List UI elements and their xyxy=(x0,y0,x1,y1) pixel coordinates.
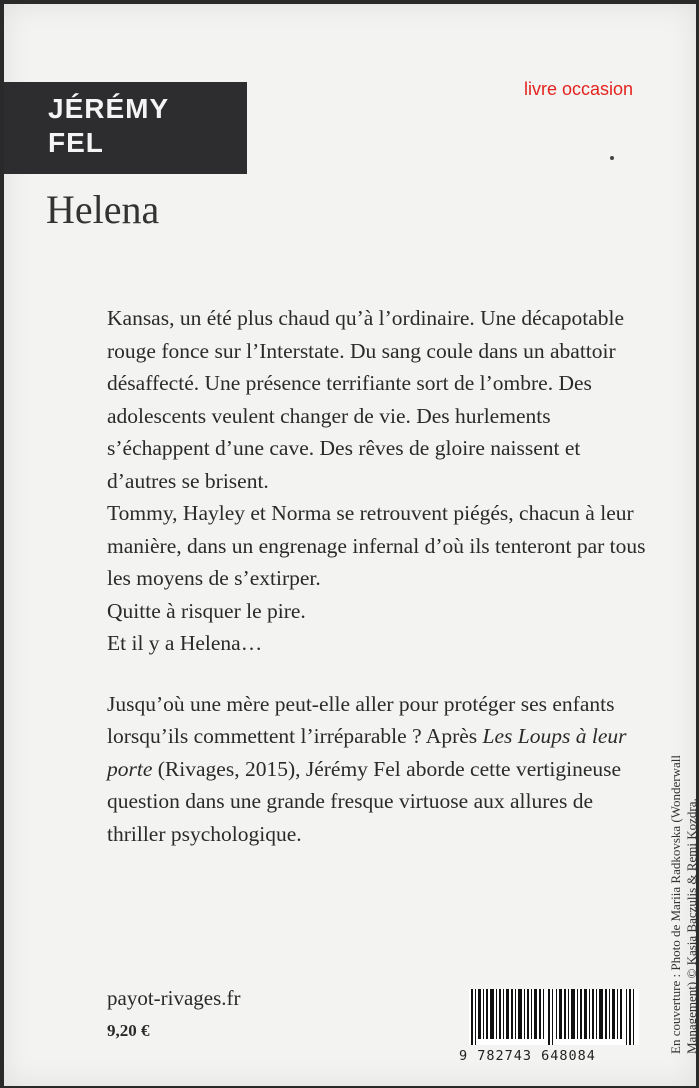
blurb-paragraph xyxy=(107,688,647,851)
used-book-label: livre occasion xyxy=(524,79,634,99)
synopsis-paragraph: Tommy, Hayley et Norma se retrouvent piégés, chacun à leur manière, dans un engrenage infernal d’où ils tenteront par tous les moyens de s’extirper. xyxy=(107,501,646,590)
synopsis-block xyxy=(107,302,647,850)
publisher-url: payot-rivages.fr xyxy=(107,986,241,1010)
credits-line-2: Management) © Kasia Baczulis & Remi Kozdra. xyxy=(684,798,699,1054)
credits-line-1: En couverture : Photo de Mariia Radkovska (Wonderwall xyxy=(668,755,683,1054)
barcode xyxy=(469,989,639,1045)
isbn-number: 9 782743 648084 xyxy=(459,1048,596,1064)
author-last-name: FEL xyxy=(48,127,104,158)
cover-credits xyxy=(668,634,699,1054)
blurb-italic-title: Les Loups à leur porte xyxy=(107,724,627,781)
book-title: Helena xyxy=(46,187,160,232)
blurb-text-start: Jusqu’où une mère peut-elle aller pour protéger ses enfants lorsqu’ils commettent l’irréparable ? Après xyxy=(107,691,615,748)
synopsis-paragraph: Quitte à risquer le pire. xyxy=(107,598,306,623)
synopsis-paragraph: Et il y a Helena… xyxy=(107,631,263,655)
blurb-text-end: (Rivages, 2015), Jérémy Fel aborde cette vertigineuse question dans une grande fresque virtuose aux allures de thriller psychologique. xyxy=(107,756,622,846)
paper-speck xyxy=(610,156,614,160)
author-first-name: JÉRÉMY xyxy=(48,93,170,124)
synopsis-paragraph: Kansas, un été plus chaud qu’à l’ordinaire. Une décapotable rouge fonce sur l’Interstate. Du sang coule dans un abattoir désaffecté. Une présence terrifiante sort de l’ombre. Des adolescents veulent changer de vie. Des hurlements s’échappent d’une cave. Des rêves de gloire naissent et d’autres se brisent. xyxy=(107,306,624,493)
author-box xyxy=(4,82,247,174)
price: 9,20 € xyxy=(107,1021,150,1040)
book-back-cover xyxy=(4,4,699,1086)
